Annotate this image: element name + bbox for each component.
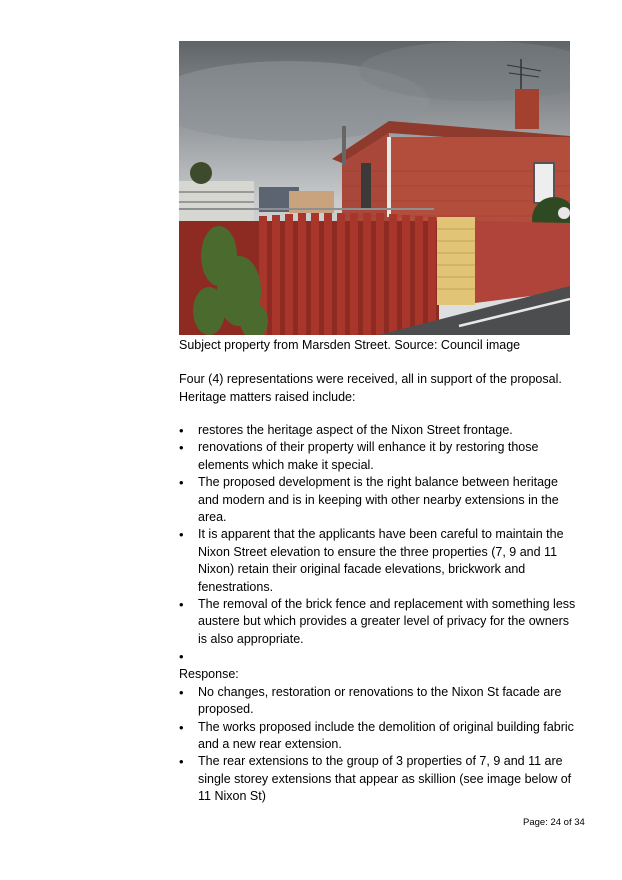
list-item: • renovations of their property will enhance it by restoring those elements which make it special. <box>179 439 579 474</box>
list-item: • The works proposed include the demolition of original building fabric and a new rear extension. <box>179 719 579 754</box>
house-fence-illustration <box>179 41 570 335</box>
list-item: • restores the heritage aspect of the Nixon Street frontage. <box>179 422 579 439</box>
list-item: • The rear extensions to the group of 3 properties of 7, 9 and 11 are single storey extensions that appear as skillion (see image below of 11 Nixon St) <box>179 753 579 805</box>
list-item: • The removal of the brick fence and replacement with something less austere but which provides a greater level of privacy for the owners is also appropriate. <box>179 596 579 648</box>
list-item: • The proposed development is the right balance between heritage and modern and is in keeping with other nearby extensions in the area. <box>179 474 579 526</box>
list-item: • No changes, restoration or renovations to the Nixon St facade are proposed. <box>179 684 579 719</box>
photo-caption: Subject property from Marsden Street. Source: Council image <box>179 338 521 352</box>
page-number: Page: 24 of 34 <box>523 817 585 828</box>
empty-list-item <box>179 648 579 666</box>
representations-intro: Four (4) representations were received, all in support of the proposal. Heritage matters raised include: <box>179 372 562 404</box>
response-heading: Response: <box>179 667 239 682</box>
list-item: • It is apparent that the applicants have been careful to maintain the Nixon Street elevation to ensure the three properties (7, 9 and 11 Nixon) retain their original facade elevations, brickwork and fenestrations. <box>179 526 579 596</box>
subject-property-photo <box>179 41 570 335</box>
representations-list <box>179 422 579 806</box>
